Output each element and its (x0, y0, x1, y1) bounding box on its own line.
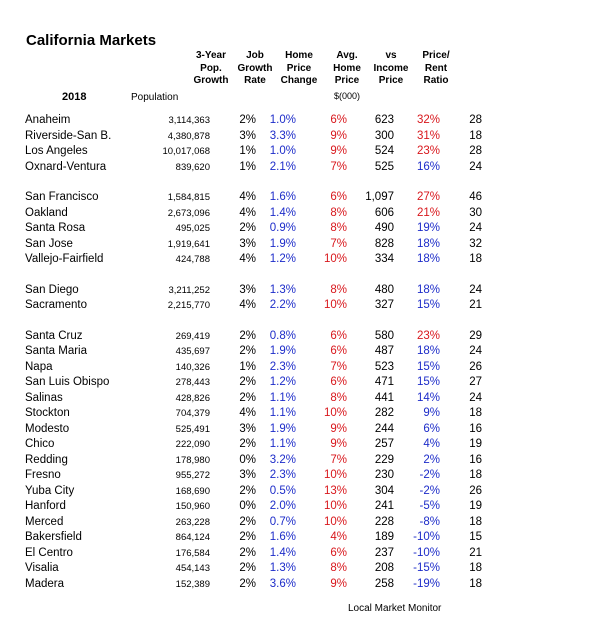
pop-growth-value: 2% (239, 222, 256, 234)
year-label: 2018 (62, 91, 87, 103)
table-row (23, 515, 482, 531)
population-value: 269,419 (175, 330, 210, 342)
job-growth-value: 0.5% (269, 484, 296, 497)
population-value: 1,919,641 (167, 238, 210, 250)
table-row (23, 375, 482, 391)
markets-table (23, 113, 482, 592)
price-rent-value: 21 (469, 299, 482, 311)
home-price-change-value: 9% (330, 145, 347, 157)
population-value: 2,215,770 (167, 300, 210, 311)
avg-price-value: 300 (374, 129, 394, 142)
population-value: 495,025 (175, 223, 210, 234)
city-name: Anaheim (25, 114, 71, 126)
city-name: Sacramento (25, 299, 88, 311)
job-growth-value: 3.3% (269, 129, 296, 142)
home-price-change-value: 6% (330, 329, 347, 342)
header-home-price-change (273, 50, 325, 88)
population-value: 176,584 (175, 547, 210, 559)
home-price-change-value: 6% (330, 376, 347, 388)
job-growth-value: 3.6% (269, 577, 296, 590)
city-name: Visalia (25, 562, 59, 574)
vs-income-value: 15% (416, 376, 440, 388)
price-rent-value: 30 (469, 206, 482, 219)
job-growth-value: 2.0% (269, 500, 296, 512)
home-price-change-value: 7% (330, 237, 347, 250)
table-row (23, 144, 482, 160)
source-credit: Local Market Monitor (348, 603, 442, 614)
header-line: Growth (193, 75, 229, 86)
population-value: 435,697 (175, 346, 210, 357)
price-rent-value: 19 (469, 500, 482, 512)
vs-income-value: 18% (416, 237, 440, 250)
table-row (23, 329, 482, 345)
pop-growth-value: 1% (239, 360, 256, 373)
population-label: Population (131, 92, 179, 103)
city-name: San Diego (25, 283, 79, 296)
header-line: Home (333, 62, 361, 74)
city-name: Santa Maria (25, 345, 88, 357)
pop-growth-value: 4% (239, 253, 256, 265)
table-row (23, 283, 482, 299)
population-value: 150,960 (175, 501, 210, 512)
city-name: Salinas (25, 391, 63, 404)
population-value: 839,620 (175, 161, 210, 173)
city-name: Modesto (25, 422, 70, 435)
home-price-change-value: 4% (330, 531, 347, 543)
vs-income-value: 23% (416, 329, 440, 342)
pop-growth-value: 2% (239, 391, 256, 404)
avg-price-value: 282 (374, 407, 394, 419)
job-growth-value: 1.2% (269, 376, 296, 388)
city-name: Yuba City (25, 484, 75, 497)
vs-income-value: -19% (413, 577, 440, 590)
population-value: 704,379 (175, 408, 210, 419)
table-row (23, 422, 482, 438)
group-spacer (23, 314, 482, 329)
home-price-change-value: 7% (330, 360, 347, 373)
home-price-change-value: 8% (330, 283, 347, 296)
city-name: San Jose (25, 237, 73, 250)
avg-price-value: 229 (374, 453, 394, 466)
pop-growth-value: 2% (239, 114, 256, 126)
vs-income-value: 15% (416, 299, 440, 311)
price-rent-value: 24 (469, 222, 482, 234)
job-growth-value: 1.3% (269, 283, 296, 296)
city-name: Merced (25, 515, 64, 528)
header-line: Price/ (422, 50, 450, 61)
job-growth-value: 0.7% (269, 515, 296, 528)
avg-price-value: 828 (374, 237, 394, 250)
pop-growth-value: 3% (239, 129, 256, 142)
table-row (23, 468, 482, 484)
avg-price-value: 304 (374, 484, 394, 497)
avg-price-value: 487 (374, 345, 394, 357)
pop-growth-value: 0% (239, 453, 256, 466)
vs-income-value: 2% (423, 453, 440, 466)
job-growth-value: 1.1% (269, 438, 296, 450)
price-rent-value: 16 (469, 422, 482, 435)
table-row (23, 530, 482, 546)
price-rent-value: 32 (469, 237, 482, 250)
pop-growth-value: 2% (239, 484, 256, 497)
job-growth-value: 1.2% (269, 253, 296, 265)
city-name: Oakland (25, 206, 68, 219)
job-growth-value: 2.2% (269, 299, 296, 311)
avg-price-value: 623 (374, 114, 394, 126)
job-growth-value: 1.6% (269, 531, 296, 543)
price-rent-value: 24 (469, 283, 482, 296)
city-name: Bakersfield (25, 531, 82, 543)
population-value: 222,090 (175, 439, 210, 450)
population-value: 3,114,363 (168, 115, 210, 126)
home-price-change-value: 10% (323, 500, 347, 512)
table-row (23, 344, 482, 360)
home-price-change-value: 8% (330, 206, 347, 219)
header-line: Growth (237, 62, 273, 74)
home-price-change-value: 7% (330, 160, 347, 173)
home-price-change-value: 9% (330, 129, 347, 142)
header-line: Income (373, 62, 409, 74)
home-price-change-value: 10% (323, 407, 347, 419)
vs-income-value: -2% (419, 484, 440, 497)
table-row (23, 577, 482, 593)
vs-income-value: -10% (413, 546, 440, 559)
home-price-change-value: 7% (330, 453, 347, 466)
avg-price-value: 228 (374, 515, 394, 528)
vs-income-value: 4% (423, 438, 440, 450)
avg-price-value: 606 (374, 206, 394, 219)
price-rent-value: 18 (469, 515, 482, 528)
job-growth-value: 1.1% (269, 391, 296, 404)
vs-income-value: 21% (416, 206, 440, 219)
header-pop-growth (186, 50, 236, 88)
home-price-change-value: 8% (330, 562, 347, 574)
vs-income-value: 23% (416, 145, 440, 157)
pop-growth-value: 1% (239, 145, 256, 157)
header-line: Home (285, 50, 313, 61)
population-value: 168,690 (175, 485, 210, 497)
price-rent-value: 18 (469, 253, 482, 265)
vs-income-value: 15% (416, 360, 440, 373)
population-value: 10,017,068 (162, 146, 210, 157)
pop-growth-value: 3% (239, 469, 256, 481)
job-growth-value: 1.4% (269, 206, 296, 219)
vs-income-value: -5% (419, 500, 440, 512)
job-growth-value: 1.9% (269, 345, 296, 357)
home-price-change-value: 9% (330, 422, 347, 435)
avg-price-value: 471 (374, 376, 394, 388)
table-row (23, 252, 482, 268)
vs-income-value: -2% (419, 469, 440, 481)
population-value: 178,980 (175, 454, 210, 466)
price-rent-value: 27 (469, 376, 482, 388)
avg-price-value: 257 (374, 438, 394, 450)
city-name: San Francisco (25, 191, 99, 203)
pop-growth-value: 2% (239, 345, 256, 357)
price-rent-value: 18 (469, 407, 482, 419)
job-growth-value: 1.9% (269, 237, 296, 250)
population-value: 263,228 (175, 516, 210, 528)
avg-price-value: 441 (374, 391, 394, 404)
markets-table-body (23, 113, 482, 592)
header-line: Ratio (423, 75, 449, 86)
price-rent-value: 16 (469, 453, 482, 466)
vs-income-value: -10% (413, 531, 440, 543)
pop-growth-value: 2% (239, 546, 256, 559)
population-value: 2,673,096 (167, 207, 210, 219)
vs-income-value: 31% (416, 129, 440, 142)
job-growth-value: 1.6% (269, 191, 296, 203)
population-value: 152,389 (175, 578, 210, 590)
population-value: 1,584,815 (167, 192, 210, 203)
price-rent-value: 28 (469, 145, 482, 157)
job-growth-value: 1.0% (269, 145, 296, 157)
home-price-change-value: 10% (323, 299, 347, 311)
vs-income-value: 14% (416, 391, 440, 404)
pop-growth-value: 3% (239, 283, 256, 296)
pop-growth-value: 1% (239, 160, 256, 173)
pop-growth-value: 3% (239, 422, 256, 435)
job-growth-value: 2.1% (269, 160, 296, 173)
vs-income-value: 9% (423, 407, 440, 419)
price-rent-value: 15 (469, 531, 482, 543)
pop-growth-value: 0% (239, 500, 256, 512)
header-line: Price (286, 62, 312, 74)
price-rent-value: 18 (469, 562, 482, 574)
home-price-change-value: 9% (330, 577, 347, 590)
price-rent-value: 28 (469, 114, 482, 126)
city-name: Oxnard-Ventura (25, 160, 107, 173)
table-row (23, 160, 482, 176)
city-name: Vallejo-Fairfield (25, 253, 104, 265)
home-price-change-value: 6% (330, 114, 347, 126)
header-line: Price (378, 75, 404, 86)
vs-income-value: 19% (416, 222, 440, 234)
vs-income-value: 16% (416, 160, 440, 173)
population-value: 454,143 (175, 563, 210, 574)
city-name: Santa Cruz (25, 329, 83, 342)
population-value: 525,491 (175, 423, 210, 435)
city-name: Los Angeles (25, 145, 88, 157)
price-rent-value: 24 (469, 345, 482, 357)
header-line: 3-Year (195, 50, 227, 61)
price-rent-value: 18 (469, 469, 482, 481)
price-rent-value: 18 (469, 129, 482, 142)
header-line: Pop. (200, 62, 222, 74)
avg-price-value: 327 (374, 299, 394, 311)
home-price-change-value: 8% (330, 391, 347, 404)
avg-price-value: 258 (374, 577, 394, 590)
avg-price-value: 524 (374, 145, 394, 157)
pop-growth-value: 2% (239, 577, 256, 590)
table-row (23, 484, 482, 500)
home-price-change-value: 8% (330, 222, 347, 234)
table-row (23, 129, 482, 145)
price-rent-value: 21 (469, 546, 482, 559)
header-vs-income (368, 50, 414, 88)
table-row (23, 437, 482, 453)
city-name: Santa Rosa (25, 222, 86, 234)
price-rent-value: 24 (469, 391, 482, 404)
table-row (23, 237, 482, 253)
city-name: Hanford (25, 500, 66, 512)
price-rent-value: 46 (469, 191, 482, 203)
pop-growth-value: 2% (239, 438, 256, 450)
pop-growth-value: 4% (239, 206, 256, 219)
vs-income-value: 6% (423, 422, 440, 435)
pop-growth-value: 2% (239, 376, 256, 388)
price-rent-value: 24 (469, 160, 482, 173)
avg-price-value: 189 (374, 531, 394, 543)
pop-growth-value: 2% (239, 329, 256, 342)
home-price-change-value: 10% (323, 253, 347, 265)
vs-income-value: 18% (416, 283, 440, 296)
price-unit-label: $(000) (333, 91, 360, 101)
table-row (23, 221, 482, 237)
job-growth-value: 1.4% (269, 546, 296, 559)
table-row (23, 113, 482, 129)
pop-growth-value: 3% (239, 237, 256, 250)
vs-income-value: 18% (416, 345, 440, 357)
header-line: vs (385, 50, 397, 61)
city-name: Madera (25, 577, 64, 590)
pop-growth-value: 4% (239, 407, 256, 419)
spacer-cell (23, 314, 482, 329)
pop-growth-value: 4% (239, 299, 256, 311)
price-rent-value: 29 (469, 329, 482, 342)
job-growth-value: 0.9% (269, 222, 296, 234)
job-growth-value: 1.9% (269, 422, 296, 435)
population-value: 278,443 (175, 377, 210, 388)
city-name: Redding (25, 453, 68, 466)
pop-growth-value: 2% (239, 562, 256, 574)
header-line: Job (246, 50, 264, 61)
header-line: Avg. (336, 50, 358, 61)
avg-price-value: 1,097 (365, 191, 394, 203)
table-row (23, 499, 482, 515)
table-row (23, 206, 482, 222)
avg-price-value: 241 (374, 500, 394, 512)
population-value: 4,380,878 (167, 130, 210, 142)
header-avg-home-price (325, 50, 369, 88)
job-growth-value: 3.2% (269, 453, 296, 466)
home-price-change-value: 10% (323, 469, 347, 481)
job-growth-value: 1.0% (269, 114, 296, 126)
avg-price-value: 208 (374, 562, 394, 574)
city-name: Napa (25, 360, 53, 373)
avg-price-value: 334 (374, 253, 394, 265)
price-rent-value: 19 (469, 438, 482, 450)
pop-growth-value: 2% (239, 531, 256, 543)
job-growth-value: 0.8% (269, 329, 296, 342)
city-name: Fresno (25, 469, 61, 481)
header-job-growth (232, 50, 278, 88)
home-price-change-value: 9% (330, 438, 347, 450)
job-growth-value: 2.3% (269, 469, 296, 481)
group-spacer (23, 268, 482, 283)
home-price-change-value: 6% (330, 345, 347, 357)
city-name: San Luis Obispo (25, 376, 110, 388)
city-name: El Centro (25, 546, 73, 559)
table-row (23, 561, 482, 577)
population-value: 3,211,252 (168, 284, 210, 296)
page-title: California Markets (26, 32, 157, 49)
city-name: Stockton (25, 407, 70, 419)
spacer-cell (23, 268, 482, 283)
price-rent-value: 18 (469, 577, 482, 590)
avg-price-value: 580 (374, 329, 394, 342)
price-rent-value: 26 (469, 360, 482, 373)
table-row (23, 406, 482, 422)
table-row (23, 391, 482, 407)
population-value: 955,272 (175, 470, 210, 481)
population-value: 428,826 (175, 392, 210, 404)
avg-price-value: 480 (374, 283, 394, 296)
price-rent-value: 26 (469, 484, 482, 497)
avg-price-value: 490 (374, 222, 394, 234)
home-price-change-value: 13% (323, 484, 347, 497)
header-line: Change (280, 75, 318, 86)
table-row (23, 453, 482, 469)
avg-price-value: 525 (374, 160, 394, 173)
population-value: 424,788 (175, 254, 210, 265)
header-line: Rent (424, 62, 448, 74)
group-spacer (23, 175, 482, 190)
table-row (23, 546, 482, 562)
avg-price-value: 523 (374, 360, 394, 373)
vs-income-value: 32% (416, 114, 440, 126)
job-growth-value: 1.1% (269, 407, 296, 419)
population-value: 864,124 (175, 532, 210, 543)
avg-price-value: 230 (374, 469, 394, 481)
header-line: Price (334, 75, 360, 86)
table-row (23, 190, 482, 206)
city-name: Chico (25, 438, 55, 450)
pop-growth-value: 2% (239, 515, 256, 528)
job-growth-value: 2.3% (269, 360, 296, 373)
population-value: 140,326 (175, 361, 210, 373)
table-row (23, 360, 482, 376)
vs-income-value: -15% (413, 562, 440, 574)
pop-growth-value: 4% (239, 191, 256, 203)
table-row (23, 298, 482, 314)
home-price-change-value: 6% (330, 546, 347, 559)
vs-income-value: 27% (416, 191, 440, 203)
avg-price-value: 237 (374, 546, 394, 559)
job-growth-value: 1.3% (269, 562, 296, 574)
header-price-rent-ratio (414, 50, 458, 88)
home-price-change-value: 6% (330, 191, 347, 203)
avg-price-value: 244 (374, 422, 394, 435)
vs-income-value: 18% (416, 253, 440, 265)
spacer-cell (23, 175, 482, 190)
home-price-change-value: 10% (323, 515, 347, 528)
vs-income-value: -8% (419, 515, 440, 528)
header-line: Rate (244, 75, 266, 86)
city-name: Riverside-San B. (25, 129, 112, 142)
